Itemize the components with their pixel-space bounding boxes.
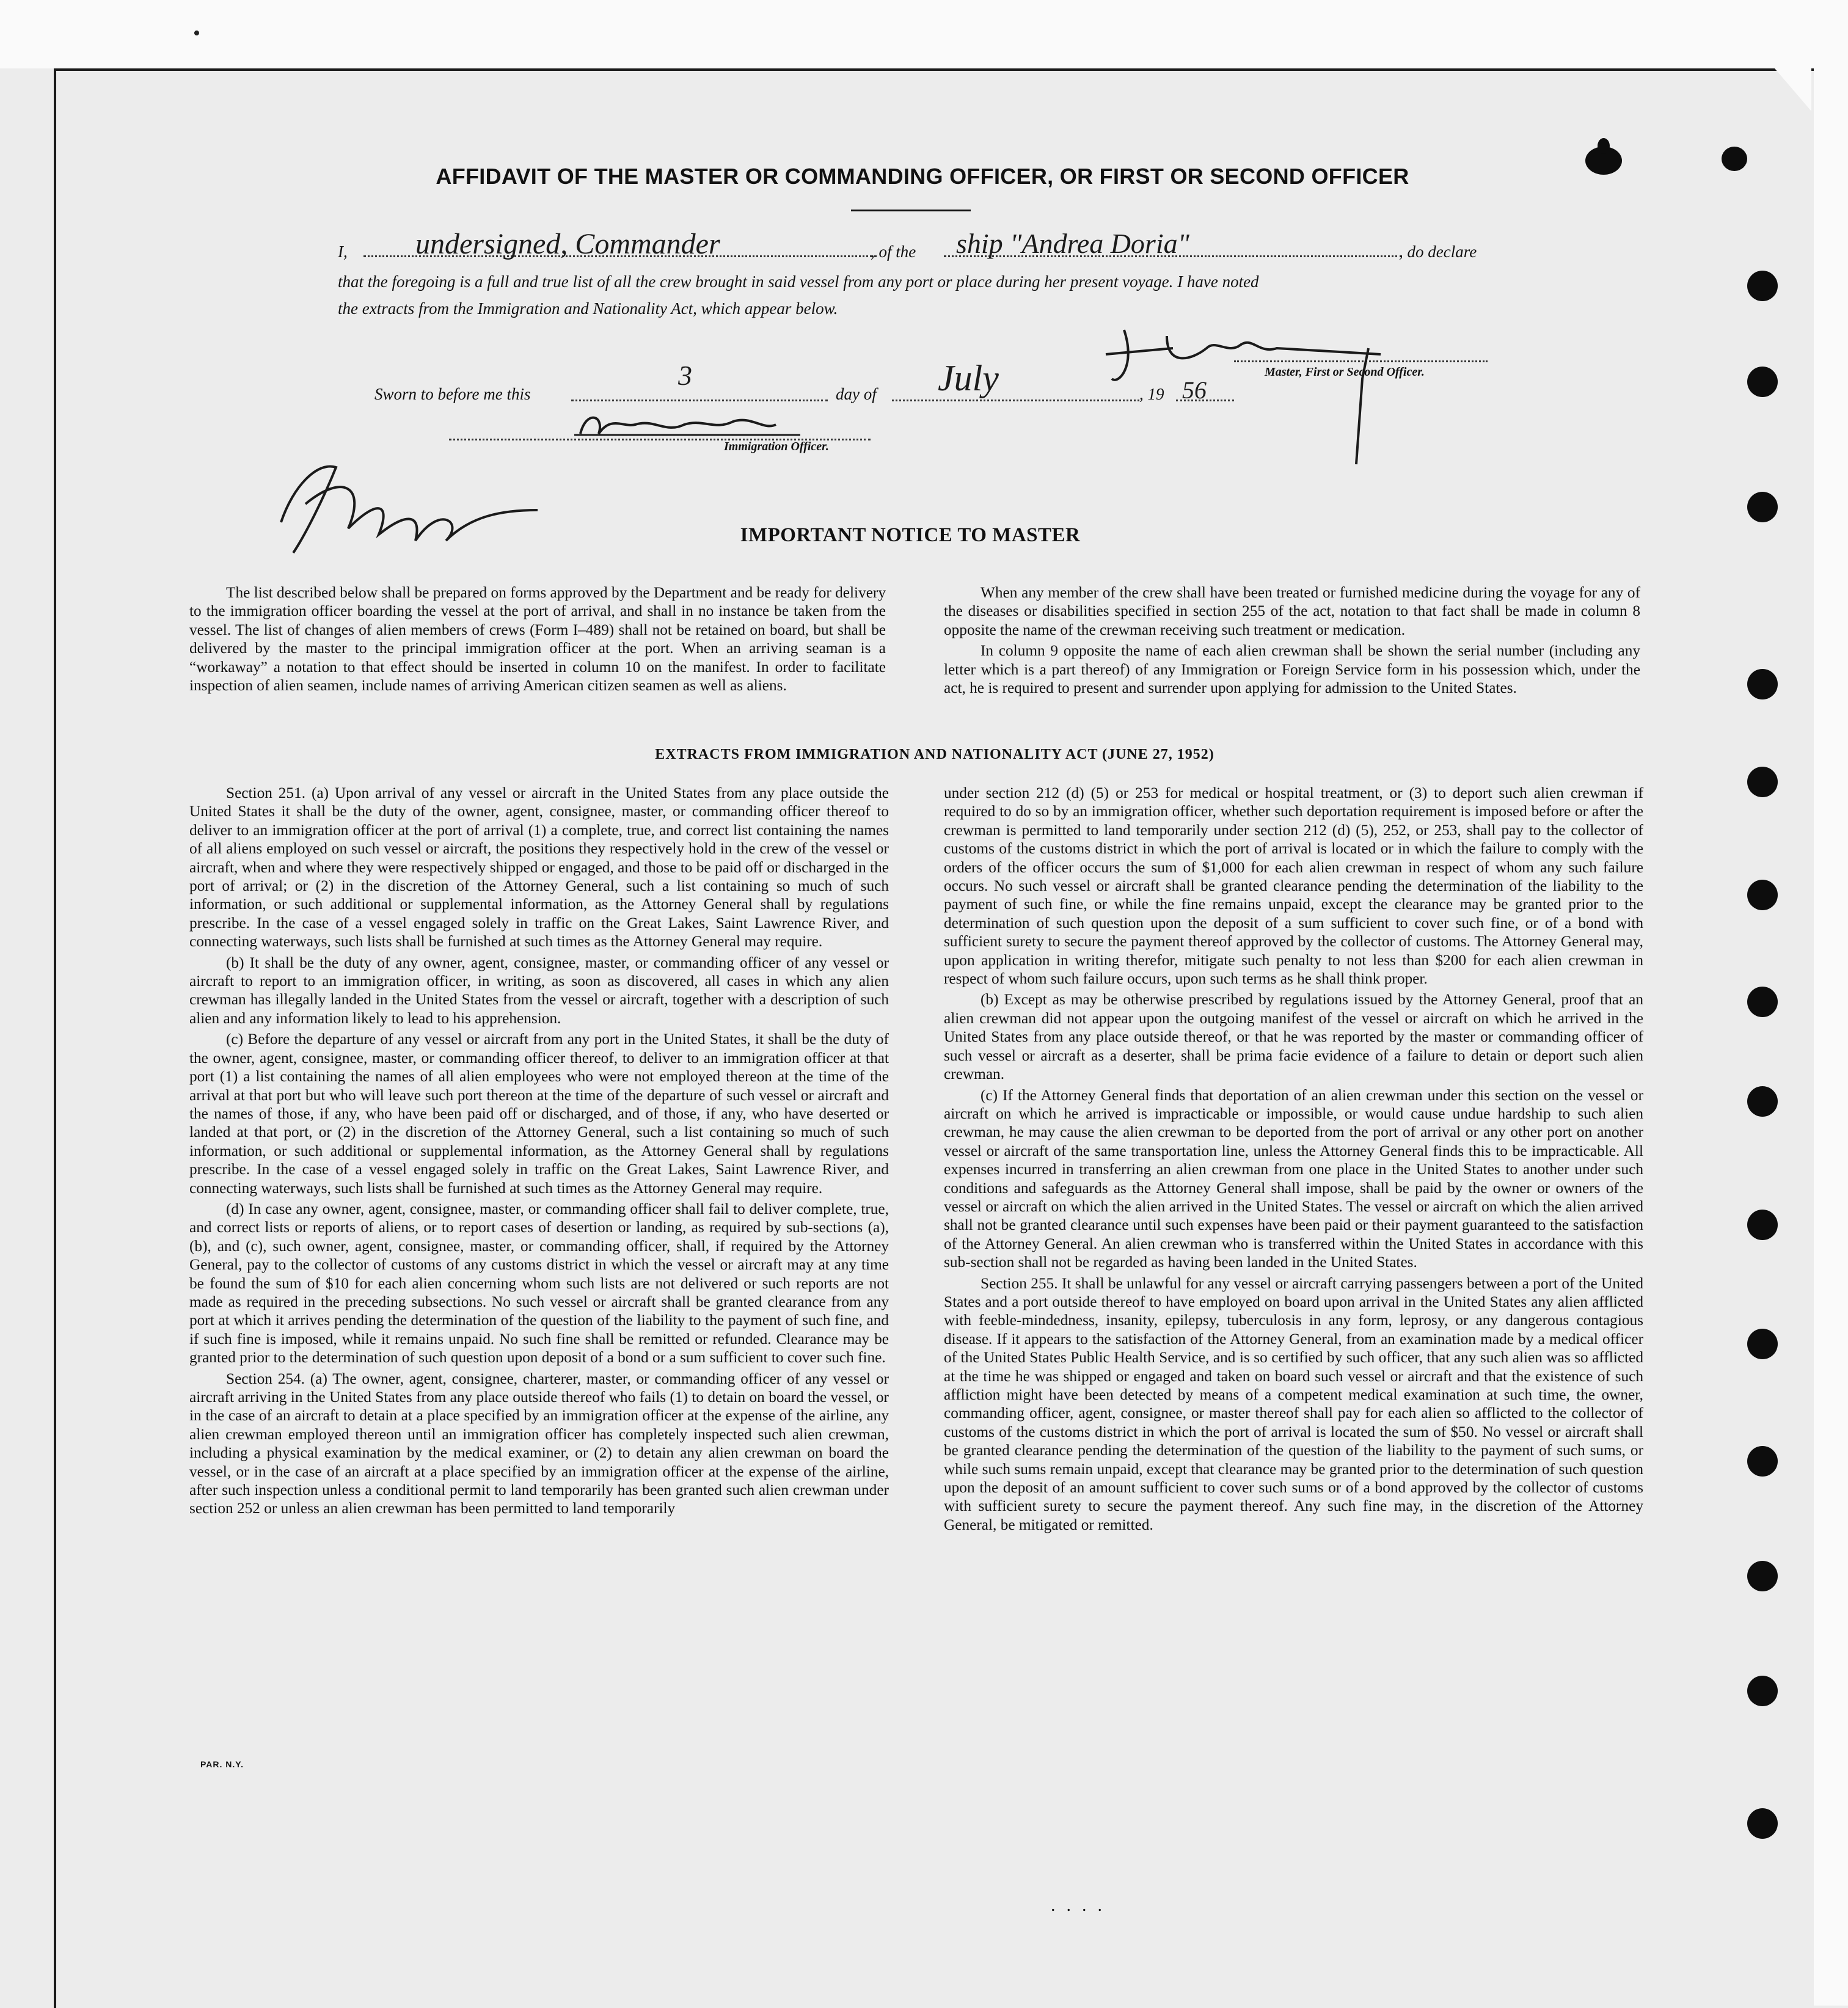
section-254-b: (b) Except as may be otherwise prescribed by regulations issued by the Attorney General, proof that an alien crewman did not appear upon the outgoing manifest of the vessel or aircraft on which he arrived in the United States from any place outside thereof, or that he was reported by the master or commanding officer of such vessel or aircraft as a deserter, shall be prima facie evidence of a failure to detain or deport such alien crewman. [944, 991, 1643, 1083]
section-254-a: Section 254. (a) The owner, agent, consignee, charterer, master, or commanding officer of any vessel or aircraft arriving in the United States from any place outside thereof who fails (1) to detain on board the vessel, or in the case of an aircraft to detain at a place specified by an immigration officer at the expense of the airline, any alien crewman employed thereon until an immigration officer has completely inspected such alien crewman, including a physical examination by the medical examiner, or (2) to detain any alien crewman on board the vessel, or in the case of an aircraft at a place specified by an immigration officer at the expense of the airline, after such inspection unless a conditional permit to land temporarily has been granted such alien crewman under section 252 or unless an alien crewman has been permitted to land temporarily [189, 1370, 889, 1517]
punch-hole [1747, 1676, 1778, 1706]
extracts-right-column [944, 784, 1643, 1534]
do-declare-label: , do declare [1399, 243, 1477, 261]
title-rule [851, 210, 971, 211]
punch-hole [1747, 1561, 1778, 1591]
section-255: Section 255. It shall be unlawful for any vessel or aircraft carrying passengers between a port of the United States and a port outside thereof to have employed on board upon arrival in the United States any alien afflicted with feeble-mindedness, insanity, epilepsy, tuberculosis in any form, leprosy, or any dangerous contagious disease. If it appears to the satisfaction of the Attorney General, from an examination made by a medical officer of the United States Public Health Service, and is so certified by such officer, that any such alien was so afflicted at the time he was shipped or engaged and taken on board such vessel or aircraft and that the existence of such affliction might have been detected by means of a competent medical examination at such time, the owner, commanding officer, agent, consignee, or master thereof shall pay for each alien so afflicted to the collector of customs of the customs district in which the port of arrival is located the sum of $50. No vessel or aircraft shall be granted clearance pending the determination of the question of the liability to the payment of such sums, or while such sums remain unpaid, except that clearance may be granted prior to the determination of such question upon the deposit of an amount sufficient to cover such sums or of a bond approved by the collector of customs with sufficient surety to secure the payment thereof. Any such fine may, in the discretion of the Attorney General, be mitigated or remitted. [944, 1274, 1643, 1533]
notice-right-column [944, 583, 1640, 697]
section-254-a-continued: under section 212 (d) (5) or 253 for medical or hospital treatment, or (3) to deport such alien crewman if required to do so by an immigration officer, whether such deportation requirement is imposed before or after the crewman is permitted to land temporarily under section 212 (d) (5), 252, or 253, shall pay to the collector of customs of the customs district in which the port of arrival is located or in which the failure to comply with the orders of the officer occurs the sum of $1,000 for each alien crewman in respect of whom any such failure occurs. No such vessel or aircraft shall be granted clearance pending the determination of the liability to the payment of such fine, or while the fine remains unpaid, except the clearance may be granted prior to the determination of such question upon the deposit of a sum sufficient to cover such fine, or of a bond with sufficient surety to secure the payment thereof approved by the collector of customs. The Attorney General may, upon application in writing therefor, mitigate such penalty to not less than $200 for each alien crewman in respect of whom such failure occurs, upon such terms as he shall think proper. [944, 784, 1643, 988]
section-251-a: Section 251. (a) Upon arrival of any vessel or aircraft in the United States from any place outside the United States it shall be the duty of the owner, agent, consignee, master, or commanding officer thereof to deliver to an immigration officer at the port of arrival (1) a complete, true, and correct list containing the names of all aliens employed on such vessel or aircraft, the positions they respectively hold in the crew of the vessel or aircraft, when and where they were respectively shipped or engaged, and those to be paid off or discharged in the port of arrival; or (2) in the discretion of the Attorney General, such a list containing so much of such information, or such additional or supplemental information, as the Attorney General shall by regulations prescribe. In the case of a vessel engaged solely in traffic on the Great Lakes, Saint Lawrence River, and connecting waterways, such lists shall be furnished at such times as the Attorney General may require. [189, 784, 889, 951]
declaration-prefix: I, [338, 243, 348, 261]
extracts-title: EXTRACTS FROM IMMIGRATION AND NATIONALITY ACT (JUNE 27, 1952) [655, 747, 1214, 762]
printer-mark: PAR. N.Y. [200, 1759, 244, 1769]
scan-margin-top [0, 0, 1848, 68]
punch-hole [1747, 1086, 1778, 1117]
handwritten-month: July [938, 358, 999, 398]
extracts-left-column [189, 784, 889, 1518]
punch-hole [1747, 880, 1778, 910]
day-line [571, 400, 828, 401]
declaration-line-2: that the foregoing is a full and true list of all the crew brought in said vessel from any port or place during her present voyage. I have noted [338, 272, 1259, 291]
section-251-b: (b) It shall be the duty of any owner, agent, consignee, master, or commanding officer of any vessel or aircraft to report to an immigration officer, in writing, as soon as discovered, all cases in which any alien crewman has illegally landed in the United States from the vessel or aircraft, together with a description of such alien and any information likely to lead to his apprehension. [189, 954, 889, 1027]
punch-hole [1747, 1808, 1778, 1839]
paper-fold-corner [1775, 68, 1811, 111]
scan-margin-right [1811, 0, 1848, 2006]
punch-hole [1747, 367, 1778, 397]
sworn-label: Sworn to before me this [374, 385, 531, 403]
scan-corner-mark: • [193, 22, 200, 45]
affidavit-title: AFFIDAVIT OF THE MASTER OR COMMANDING OFFICER, OR FIRST OR SECOND OFFICER [436, 164, 1409, 189]
notice-right-paragraph-1: When any member of the crew shall have been treated or furnished medicine during the voyage for any of the diseases or disabilities specified in section 255 of the act, notation to that fact shall be made in column 8 opposite the name of the crewman receiving such treatment or medication. [944, 584, 1640, 638]
year-prefix: , 19 [1139, 385, 1164, 403]
officer-caption: Immigration Officer. [724, 440, 829, 453]
punch-hole [1747, 271, 1778, 301]
of-the-label: , of the [871, 243, 916, 261]
bottom-marks: .... [1051, 1895, 1113, 1915]
punch-hole [1747, 767, 1778, 797]
declaration-line-3: the extracts from the Immigration and Nationality Act, which appear below. [338, 299, 838, 318]
handwritten-vessel: ship "Andrea Doria" [956, 228, 1189, 259]
day-of-label: day of [836, 385, 877, 403]
notice-title: IMPORTANT NOTICE TO MASTER [740, 524, 1081, 546]
month-line [892, 400, 1139, 401]
ink-blot [1598, 138, 1610, 154]
punch-hole [1747, 492, 1778, 522]
punch-hole [1747, 1210, 1778, 1240]
handwritten-day: 3 [678, 360, 692, 391]
punch-hole [1747, 669, 1778, 699]
punch-hole [1747, 1446, 1778, 1477]
handwritten-year: 56 [1182, 376, 1207, 404]
punch-hole [1747, 1329, 1778, 1359]
section-251-d: (d) In case any owner, agent, consignee, master, or commanding officer shall fail to deliver complete, true, and correct lists or reports of aliens, or to report cases of desertion or landing, as required by sub-sections (a), (b), and (c), such owner, agent, consignee, master, or commanding officer, shall, if required by the Attorney General, pay to the collector of customs of any customs district in which the vessel or aircraft may at any time be found the sum of $10 for each alien concerning whom such lists are not delivered or such reports are not made as required in the preceding subsections. No such vessel or aircraft shall be granted clearance from any port at which it arrives pending the determination of the question of the liability to the payment of such fine, and if such fine is imposed, while it remains unpaid. No such fine shall be remitted or refunded. Clearance may be granted prior to the determination of such question upon deposit of a bond or a sum sufficient to cover such fine. [189, 1200, 889, 1367]
initials-signature [269, 449, 550, 565]
notice-left-column [189, 583, 886, 695]
punch-hole [1747, 987, 1778, 1017]
section-251-c: (c) Before the departure of any vessel or aircraft from any port in the United States, it shall be the duty of the owner, agent, consignee, master, or commanding officer thereof, to deliver to an immigration officer at that port (1) a list containing the names of all alien employees who were not employed thereon at the time of the arrival at that port but who will leave such port thereon at the time of the departure of such vessel or aircraft and the names of those, if any, who have been paid off or discharged, and of those, if any, who have deserted or landed at that port, or (2) in the discretion of the Attorney General, such a list containing so much of such information, or such additional or supplemental information, as the Attorney General shall by regulations prescribe. In the case of a vessel engaged solely in traffic on the Great Lakes, Saint Lawrence River, and connecting waterways, such lists shall be furnished at such times as the Attorney General may require. [189, 1031, 889, 1197]
master-caption: Master, First or Second Officer. [1265, 365, 1425, 379]
notice-left-paragraph: The list described below shall be prepared on forms approved by the Department and be ready for delivery to the immigration officer boarding the vessel at the port of arrival, and shall in no instance be taken from the vessel. The list of changes of alien members of crews (Form I–489) shall not be retained on board, but shall be delivered by the master to the principal immigration officer at the port. When an arriving seaman is a “workaway” a notation to that effect should be inserted in column 10 on the manifest. In order to facilitate inspection of alien seamen, include names of arriving American citizen seamen as well as aliens. [189, 584, 886, 695]
handwritten-name: undersigned, Commander [415, 228, 720, 260]
notice-right-paragraph-2: In column 9 opposite the name of each alien crewman shall be shown the serial number (including any letter which is a part thereof) of any Immigration or Foreign Service form in his possession which, under the act, he is required to present and surrender upon applying for admission to the United States. [944, 642, 1640, 697]
ink-blot [1722, 147, 1747, 171]
section-254-c: (c) If the Attorney General finds that deportation of an alien crewman under this section on the vessel or aircraft on which he arrived is impracticable or impossible, or would cause undue hardship to such alien crewman, he may cause the alien crewman to be deported from the port of arrival or any other port on another vessel or aircraft of the same transportation line, unless the Attorney General finds this to be impracticable. All expenses incurred in transferring an alien crewman from one place in the United States to another under such conditions and safeguards as the Attorney General shall impose, shall be paid by the owner or owners of the vessel or aircraft on which the alien arrived in the United States. The vessel or aircraft on which the alien arrived shall not be granted clearance until such expenses have been paid or their payment guaranteed to the satisfaction of the Attorney General. An alien crewman who is transferred within the United States in accordance with this sub-section shall not be regarded as having been landed in the United States. [944, 1086, 1643, 1271]
